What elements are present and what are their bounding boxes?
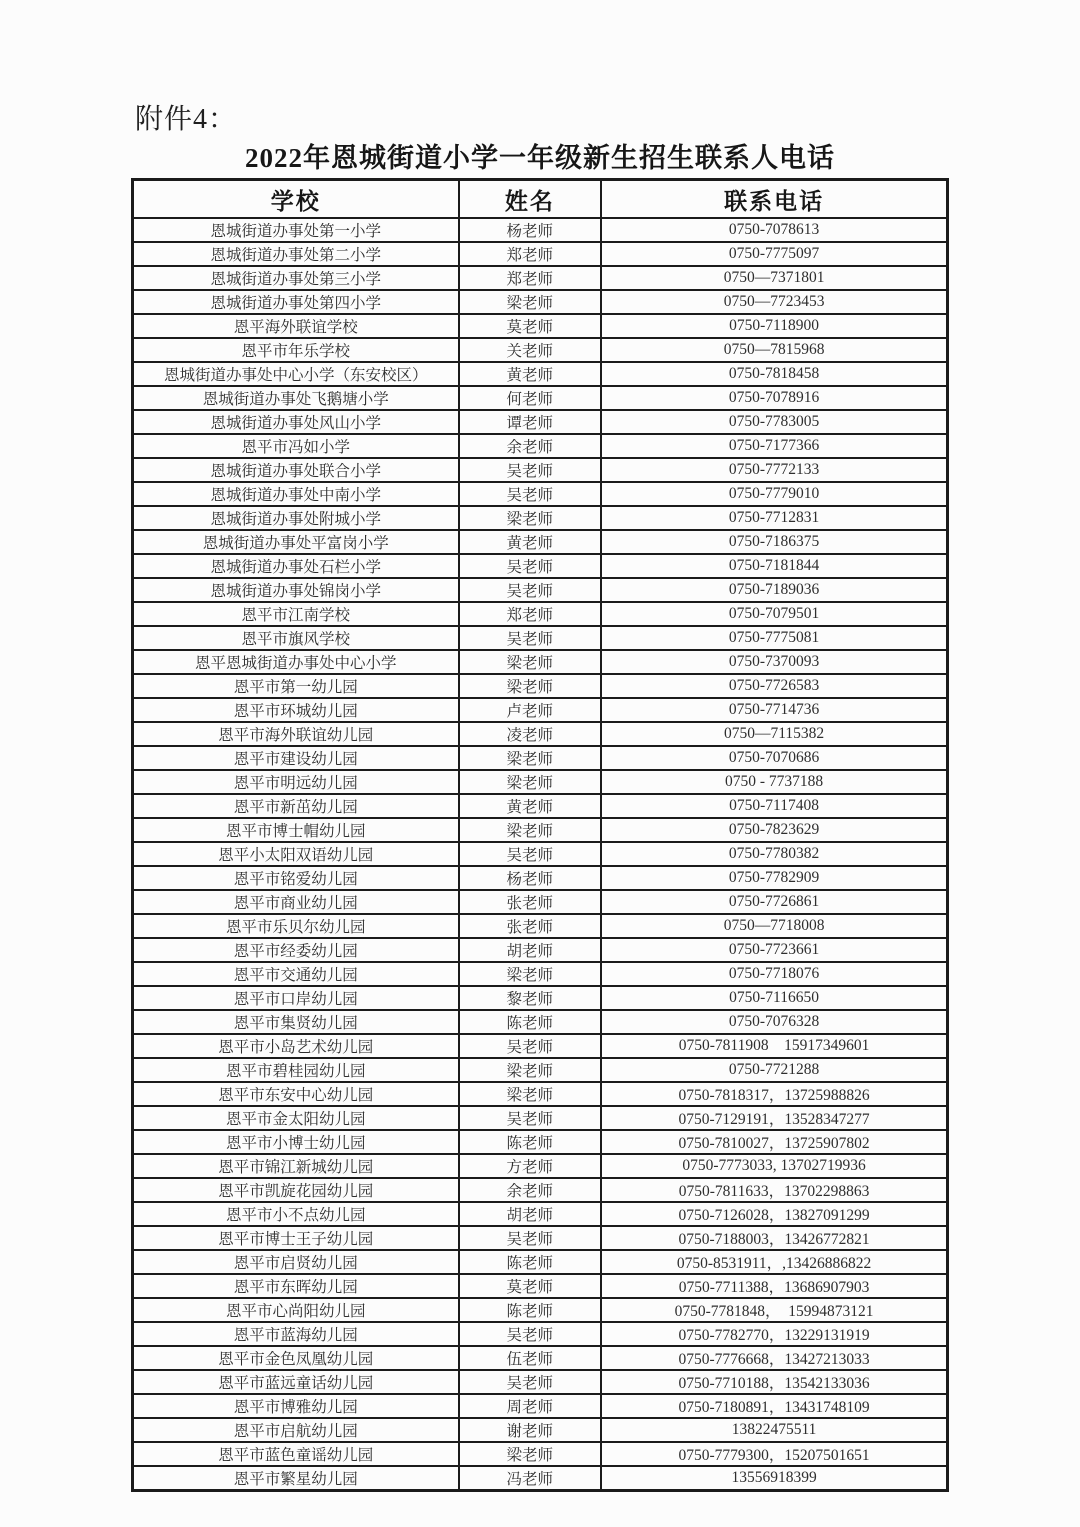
- phone-cell: 0750-7118900: [601, 314, 947, 338]
- phone-cell: 0750-7180891，13431748109: [601, 1394, 947, 1418]
- school-cell: 恩平市交通幼儿园: [133, 962, 459, 986]
- name-cell: 郑老师: [459, 266, 602, 290]
- table-row: [133, 698, 948, 722]
- school-cell: 恩平市东安中心幼儿园: [133, 1082, 459, 1106]
- school-cell: 恩平市博士帽幼儿园: [133, 818, 459, 842]
- table-row: [133, 338, 948, 362]
- name-cell: 陈老师: [459, 1010, 602, 1034]
- phone-cell: 0750-7781848， 15994873121: [601, 1298, 947, 1322]
- phone-cell: 0750—7371801: [601, 266, 947, 290]
- table-row: [133, 458, 948, 482]
- table-row: [133, 1394, 948, 1418]
- name-cell: 方老师: [459, 1154, 602, 1178]
- school-cell: 恩城街道办事处锦岗小学: [133, 578, 459, 602]
- phone-cell: 0750-7718076: [601, 962, 947, 986]
- phone-cell: 0750-7721288: [601, 1058, 947, 1082]
- phone-cell: 0750-7772133: [601, 458, 947, 482]
- school-cell: 恩平市小博士幼儿园: [133, 1130, 459, 1154]
- table-row: [133, 530, 948, 554]
- phone-cell: 13822475511: [601, 1418, 947, 1442]
- name-cell: 谢老师: [459, 1418, 602, 1442]
- name-cell: 吴老师: [459, 482, 602, 506]
- table-row: [133, 1034, 948, 1058]
- phone-cell: 0750-7818317，13725988826: [601, 1082, 947, 1106]
- school-cell: 恩平市旗风学校: [133, 626, 459, 650]
- table-row: [133, 1010, 948, 1034]
- phone-cell: 0750-7723661: [601, 938, 947, 962]
- table-row: [133, 866, 948, 890]
- phone-cell: 0750-7181844: [601, 554, 947, 578]
- table-row: [133, 1298, 948, 1322]
- name-cell: 胡老师: [459, 1202, 602, 1226]
- table-row: [133, 1418, 948, 1442]
- table-row: [133, 1250, 948, 1274]
- school-cell: 恩城街道办事处附城小学: [133, 506, 459, 530]
- phone-cell: 0750-7079501: [601, 602, 947, 626]
- table-row: [133, 1442, 948, 1466]
- name-cell: 何老师: [459, 386, 602, 410]
- header-phone: 联系电话: [601, 180, 947, 219]
- name-cell: 胡老师: [459, 938, 602, 962]
- school-cell: 恩城街道办事处第四小学: [133, 290, 459, 314]
- table-row: [133, 314, 948, 338]
- table-row: [133, 1058, 948, 1082]
- phone-cell: 0750-7783005: [601, 410, 947, 434]
- table-row: [133, 1370, 948, 1394]
- table-row: [133, 1082, 948, 1106]
- table-row: [133, 1178, 948, 1202]
- school-cell: 恩平市商业幼儿园: [133, 890, 459, 914]
- name-cell: 梁老师: [459, 962, 602, 986]
- phone-cell: 0750-7714736: [601, 698, 947, 722]
- school-cell: 恩平市乐贝尔幼儿园: [133, 914, 459, 938]
- name-cell: 梁老师: [459, 506, 602, 530]
- phone-cell: 0750-7711388，13686907903: [601, 1274, 947, 1298]
- table-row: [133, 482, 948, 506]
- school-cell: 恩城街道办事处第三小学: [133, 266, 459, 290]
- phone-cell: 0750-7782909: [601, 866, 947, 890]
- name-cell: 伍老师: [459, 1346, 602, 1370]
- school-cell: 恩平市集贤幼儿园: [133, 1010, 459, 1034]
- name-cell: 梁老师: [459, 1442, 602, 1466]
- phone-cell: 0750—7723453: [601, 290, 947, 314]
- name-cell: 莫老师: [459, 1274, 602, 1298]
- table-row: [133, 578, 948, 602]
- table-row: [133, 986, 948, 1010]
- school-cell: 恩平市金太阳幼儿园: [133, 1106, 459, 1130]
- name-cell: 卢老师: [459, 698, 602, 722]
- name-cell: 莫老师: [459, 314, 602, 338]
- name-cell: 凌老师: [459, 722, 602, 746]
- school-cell: 恩平市海外联谊幼儿园: [133, 722, 459, 746]
- name-cell: 梁老师: [459, 770, 602, 794]
- name-cell: 陈老师: [459, 1250, 602, 1274]
- school-cell: 恩平市口岸幼儿园: [133, 986, 459, 1010]
- table-row: [133, 650, 948, 674]
- table-row: [133, 434, 948, 458]
- table-row: [133, 1202, 948, 1226]
- phone-cell: 0750-8531911，,13426886822: [601, 1250, 947, 1274]
- school-cell: 恩平市小岛艺术幼儿园: [133, 1034, 459, 1058]
- name-cell: 梁老师: [459, 674, 602, 698]
- table-row: [133, 770, 948, 794]
- table-row: [133, 266, 948, 290]
- school-cell: 恩平市经委幼儿园: [133, 938, 459, 962]
- name-cell: 郑老师: [459, 602, 602, 626]
- school-cell: 恩平市建设幼儿园: [133, 746, 459, 770]
- table-row: [133, 794, 948, 818]
- name-cell: 余老师: [459, 434, 602, 458]
- phone-cell: 0750—7815968: [601, 338, 947, 362]
- school-cell: 恩平市繁星幼儿园: [133, 1466, 459, 1491]
- table-row: [133, 626, 948, 650]
- name-cell: 吴老师: [459, 458, 602, 482]
- phone-cell: 0750-7818458: [601, 362, 947, 386]
- name-cell: 冯老师: [459, 1466, 602, 1491]
- phone-cell: 0750-7811908 15917349601: [601, 1034, 947, 1058]
- school-cell: 恩城街道办事处平富岗小学: [133, 530, 459, 554]
- table-row: [133, 1130, 948, 1154]
- school-cell: 恩城街道办事处中南小学: [133, 482, 459, 506]
- school-cell: 恩平市锦江新城幼儿园: [133, 1154, 459, 1178]
- school-cell: 恩平市冯如小学: [133, 434, 459, 458]
- table-row: [133, 386, 948, 410]
- phone-cell: 0750-7078613: [601, 218, 947, 242]
- name-cell: 陈老师: [459, 1298, 602, 1322]
- school-cell: 恩平市启航幼儿园: [133, 1418, 459, 1442]
- school-cell: 恩城街道办事处飞鹅塘小学: [133, 386, 459, 410]
- table-row: [133, 1274, 948, 1298]
- phone-cell: 0750—7115382: [601, 722, 947, 746]
- school-cell: 恩平市蓝色童谣幼儿园: [133, 1442, 459, 1466]
- school-cell: 恩平市环城幼儿园: [133, 698, 459, 722]
- page-title: 2022年恩城街道小学一年级新生招生联系人电话: [245, 143, 835, 173]
- phone-cell: 0750-7126028，13827091299: [601, 1202, 947, 1226]
- name-cell: 吴老师: [459, 1226, 602, 1250]
- table-row: [133, 1322, 948, 1346]
- school-cell: 恩平市博士王子幼儿园: [133, 1226, 459, 1250]
- school-cell: 恩平市金色凤凰幼儿园: [133, 1346, 459, 1370]
- phone-cell: 0750-7726583: [601, 674, 947, 698]
- school-cell: 恩平市启贤幼儿园: [133, 1250, 459, 1274]
- school-cell: 恩平市新茁幼儿园: [133, 794, 459, 818]
- school-cell: 恩城街道办事处石栏小学: [133, 554, 459, 578]
- school-cell: 恩平市明远幼儿园: [133, 770, 459, 794]
- name-cell: 梁老师: [459, 818, 602, 842]
- phone-cell: 0750-7782770，13229131919: [601, 1322, 947, 1346]
- name-cell: 梁老师: [459, 1082, 602, 1106]
- table-row: [133, 962, 948, 986]
- phone-cell: 0750-7775097: [601, 242, 947, 266]
- phone-cell: 0750-7780382: [601, 842, 947, 866]
- school-cell: 恩城街道办事处联合小学: [133, 458, 459, 482]
- table-row: [133, 1106, 948, 1130]
- table-row: [133, 602, 948, 626]
- name-cell: 吴老师: [459, 626, 602, 650]
- name-cell: 吴老师: [459, 1106, 602, 1130]
- table-row: [133, 1466, 948, 1491]
- school-cell: 恩平市心尚阳幼儿园: [133, 1298, 459, 1322]
- name-cell: 杨老师: [459, 218, 602, 242]
- phone-cell: 0750-7811633，13702298863: [601, 1178, 947, 1202]
- name-cell: 吴老师: [459, 554, 602, 578]
- table-row: [133, 554, 948, 578]
- school-cell: 恩平市蓝远童话幼儿园: [133, 1370, 459, 1394]
- table-row: [133, 506, 948, 530]
- school-cell: 恩平市蓝海幼儿园: [133, 1322, 459, 1346]
- school-cell: 恩平恩城街道办事处中心小学: [133, 650, 459, 674]
- table-row: [133, 746, 948, 770]
- phone-cell: 0750-7823629: [601, 818, 947, 842]
- name-cell: 梁老师: [459, 650, 602, 674]
- phone-cell: 0750-7776668，13427213033: [601, 1346, 947, 1370]
- phone-cell: 13556918399: [601, 1466, 947, 1491]
- table-row: [133, 818, 948, 842]
- name-cell: 郑老师: [459, 242, 602, 266]
- table-row: [133, 1226, 948, 1250]
- phone-cell: 0750-7116650: [601, 986, 947, 1010]
- table-row: [133, 890, 948, 914]
- name-cell: 黄老师: [459, 794, 602, 818]
- name-cell: 黎老师: [459, 986, 602, 1010]
- phone-cell: 0750-7370093: [601, 650, 947, 674]
- table-row: [133, 938, 948, 962]
- name-cell: 周老师: [459, 1394, 602, 1418]
- school-cell: 恩平市博雅幼儿园: [133, 1394, 459, 1418]
- school-cell: 恩平市东晖幼儿园: [133, 1274, 459, 1298]
- name-cell: 杨老师: [459, 866, 602, 890]
- school-cell: 恩平小太阳双语幼儿园: [133, 842, 459, 866]
- name-cell: 陈老师: [459, 1130, 602, 1154]
- phone-cell: 0750-7078916: [601, 386, 947, 410]
- table-row: [133, 674, 948, 698]
- phone-cell: 0750-7773033, 13702719936: [601, 1154, 947, 1178]
- name-cell: 黄老师: [459, 530, 602, 554]
- table-row: [133, 242, 948, 266]
- phone-cell: 0750-7177366: [601, 434, 947, 458]
- phone-cell: 0750-7186375: [601, 530, 947, 554]
- school-cell: 恩平市小不点幼儿园: [133, 1202, 459, 1226]
- attachment-label: 附件4：: [135, 104, 238, 135]
- school-cell: 恩城街道办事处第二小学: [133, 242, 459, 266]
- phone-cell: 0750-7117408: [601, 794, 947, 818]
- school-cell: 恩平市年乐学校: [133, 338, 459, 362]
- name-cell: 梁老师: [459, 1058, 602, 1082]
- name-cell: 梁老师: [459, 746, 602, 770]
- school-cell: 恩平市江南学校: [133, 602, 459, 626]
- name-cell: 张老师: [459, 914, 602, 938]
- phone-cell: 0750-7189036: [601, 578, 947, 602]
- table-row: [133, 290, 948, 314]
- school-cell: 恩城街道办事处风山小学: [133, 410, 459, 434]
- table-row: [133, 1346, 948, 1370]
- name-cell: 吴老师: [459, 1370, 602, 1394]
- phone-cell: 0750-7779010: [601, 482, 947, 506]
- name-cell: 关老师: [459, 338, 602, 362]
- name-cell: 吴老师: [459, 578, 602, 602]
- contact-table: [131, 178, 949, 1492]
- table-row: [133, 362, 948, 386]
- school-cell: 恩城街道办事处第一小学: [133, 218, 459, 242]
- phone-cell: 0750-7129191，13528347277: [601, 1106, 947, 1130]
- table-row: [133, 722, 948, 746]
- school-cell: 恩城街道办事处中心小学（东安校区）: [133, 362, 459, 386]
- contact-table-body: [133, 218, 948, 1491]
- phone-cell: 0750-7070686: [601, 746, 947, 770]
- school-cell: 恩平市第一幼儿园: [133, 674, 459, 698]
- phone-cell: 0750-7775081: [601, 626, 947, 650]
- name-cell: 黄老师: [459, 362, 602, 386]
- phone-cell: 0750-7779300，15207501651: [601, 1442, 947, 1466]
- phone-cell: 0750-7188003，13426772821: [601, 1226, 947, 1250]
- header-school: 学校: [133, 180, 459, 219]
- school-cell: 恩平市碧桂园幼儿园: [133, 1058, 459, 1082]
- school-cell: 恩平市凯旋花园幼儿园: [133, 1178, 459, 1202]
- name-cell: 吴老师: [459, 1034, 602, 1058]
- school-cell: 恩平海外联谊学校: [133, 314, 459, 338]
- table-row: [133, 914, 948, 938]
- name-cell: 吴老师: [459, 1322, 602, 1346]
- table-row: [133, 410, 948, 434]
- table-row: [133, 842, 948, 866]
- table-row: [133, 218, 948, 242]
- name-cell: 吴老师: [459, 842, 602, 866]
- phone-cell: 0750-7712831: [601, 506, 947, 530]
- phone-cell: 0750-7810027，13725907802: [601, 1130, 947, 1154]
- table-row: [133, 1154, 948, 1178]
- school-cell: 恩平市铭爱幼儿园: [133, 866, 459, 890]
- phone-cell: 0750 - 7737188: [601, 770, 947, 794]
- name-cell: 余老师: [459, 1178, 602, 1202]
- phone-cell: 0750—7718008: [601, 914, 947, 938]
- phone-cell: 0750-7710188，13542133036: [601, 1370, 947, 1394]
- phone-cell: 0750-7726861: [601, 890, 947, 914]
- name-cell: 谭老师: [459, 410, 602, 434]
- phone-cell: 0750-7076328: [601, 1010, 947, 1034]
- name-cell: 张老师: [459, 890, 602, 914]
- name-cell: 梁老师: [459, 290, 602, 314]
- header-name: 姓名: [459, 180, 602, 219]
- table-header-row: [133, 180, 948, 219]
